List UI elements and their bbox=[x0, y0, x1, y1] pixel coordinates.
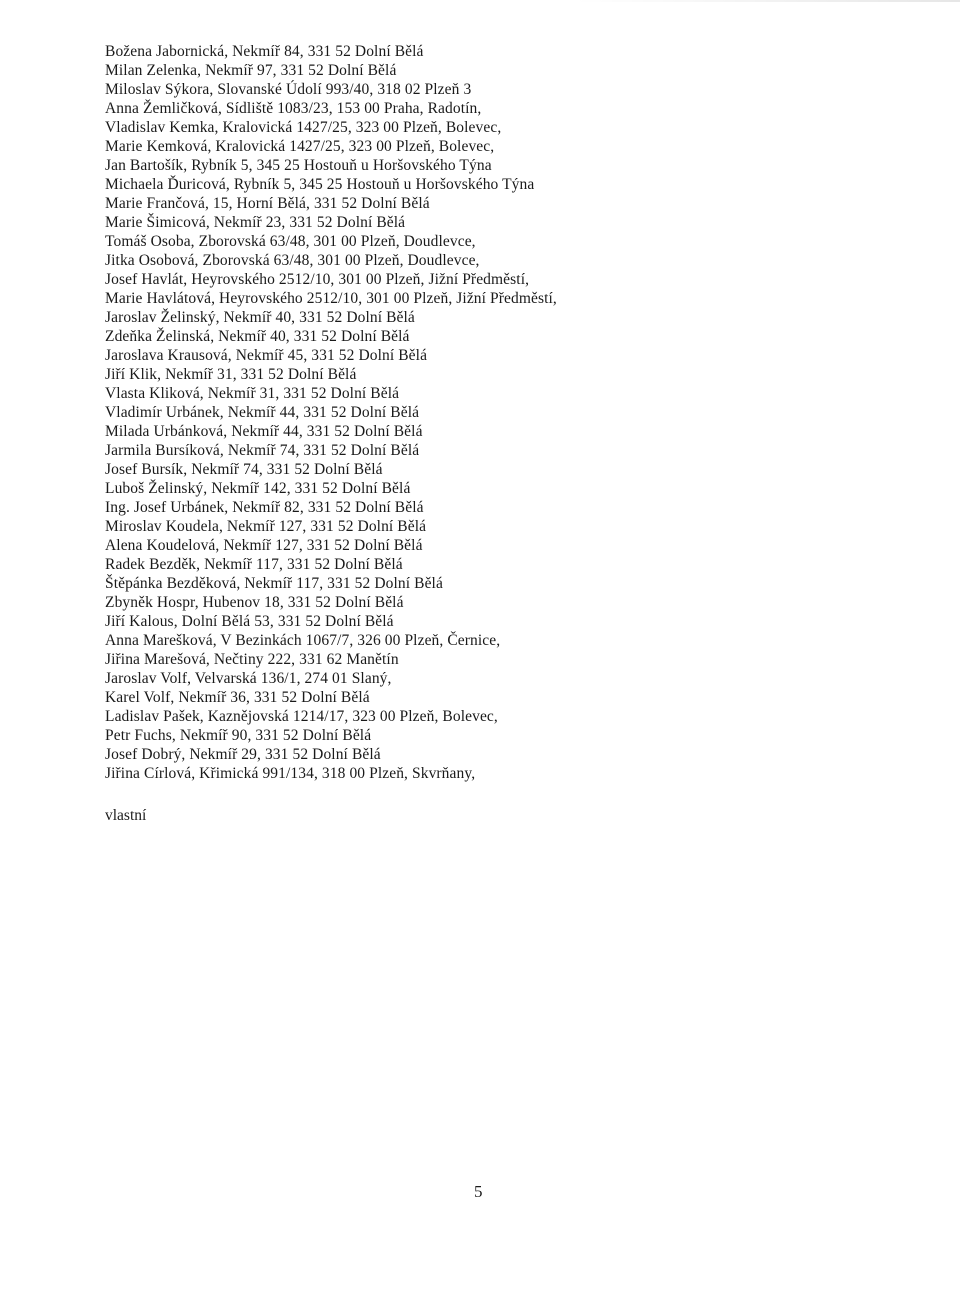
footer-word: vlastní bbox=[105, 807, 147, 824]
list-item: Marie Frančová, 15, Horní Bělá, 331 52 Dolní Bělá bbox=[105, 195, 430, 212]
page-edge bbox=[0, 0, 960, 2]
list-item: Milan Zelenka, Nekmíř 97, 331 52 Dolní Bělá bbox=[105, 62, 397, 79]
list-item: Miroslav Koudela, Nekmíř 127, 331 52 Dolní Bělá bbox=[105, 518, 427, 535]
list-item: Marie Šimicová, Nekmíř 23, 331 52 Dolní Bělá bbox=[105, 214, 406, 231]
list-item: Jan Bartošík, Rybník 5, 345 25 Hostouň u Horšovského Týna bbox=[105, 157, 492, 174]
list-item: Vladimír Urbánek, Nekmíř 44, 331 52 Dolní Bělá bbox=[105, 404, 420, 421]
list-item: Štěpánka Bezděková, Nekmíř 117, 331 52 Dolní Bělá bbox=[105, 575, 443, 592]
list-item: Luboš Želinský, Nekmíř 142, 331 52 Dolní Bělá bbox=[105, 480, 411, 497]
list-item: Marie Havlátová, Heyrovského 2512/10, 301 00 Plzeň, Jižní Předměstí, bbox=[105, 290, 557, 307]
list-item: Jiřina Marešová, Nečtiny 222, 331 62 Manětín bbox=[105, 651, 399, 668]
list-item: Marie Kemková, Kralovická 1427/25, 323 00 Plzeň, Bolevec, bbox=[105, 138, 495, 155]
list-item: Miloslav Sýkora, Slovanské Údolí 993/40, 318 02 Plzeň 3 bbox=[105, 81, 472, 98]
list-item: Ing. Josef Urbánek, Nekmíř 82, 331 52 Dolní Bělá bbox=[105, 499, 424, 516]
page-number: 5 bbox=[474, 1182, 483, 1201]
list-item: Michaela Ďuricová, Rybník 5, 345 25 Hostouň u Horšovského Týna bbox=[105, 176, 535, 193]
list-item: Jaroslav Želinský, Nekmíř 40, 331 52 Dolní Bělá bbox=[105, 309, 415, 326]
list-item: Karel Volf, Nekmíř 36, 331 52 Dolní Bělá bbox=[105, 689, 370, 706]
list-item: Jitka Osobová, Zborovská 63/48, 301 00 Plzeň, Doudlevce, bbox=[105, 252, 480, 269]
list-item: Alena Koudelová, Nekmíř 127, 331 52 Dolní Bělá bbox=[105, 537, 423, 554]
list-item: Josef Dobrý, Nekmíř 29, 331 52 Dolní Bělá bbox=[105, 746, 381, 763]
list-item: Josef Bursík, Nekmíř 74, 331 52 Dolní Bělá bbox=[105, 461, 383, 478]
list-item: Milada Urbánková, Nekmíř 44, 331 52 Dolní Bělá bbox=[105, 423, 423, 440]
list-item: Jiří Kalous, Dolní Bělá 53, 331 52 Dolní Bělá bbox=[105, 613, 394, 630]
list-item: Jiří Klik, Nekmíř 31, 331 52 Dolní Bělá bbox=[105, 366, 357, 383]
list-item: Josef Havlát, Heyrovského 2512/10, 301 00 Plzeň, Jižní Předměstí, bbox=[105, 271, 530, 288]
list-item: Zdeňka Želinská, Nekmíř 40, 331 52 Dolní Bělá bbox=[105, 328, 410, 345]
list-item: Vladislav Kemka, Kralovická 1427/25, 323 00 Plzeň, Bolevec, bbox=[105, 119, 502, 136]
list-item: Jarmila Bursíková, Nekmíř 74, 331 52 Dolní Bělá bbox=[105, 442, 420, 459]
list-item: Božena Jabornická, Nekmíř 84, 331 52 Dolní Bělá bbox=[105, 43, 424, 60]
list-item: Radek Bezděk, Nekmíř 117, 331 52 Dolní Bělá bbox=[105, 556, 403, 573]
list-item: Jiřina Círlová, Křimická 991/134, 318 00 Plzeň, Skvrňany, bbox=[105, 765, 476, 782]
list-item: Tomáš Osoba, Zborovská 63/48, 301 00 Plzeň, Doudlevce, bbox=[105, 233, 476, 250]
list-item: Anna Marešková, V Bezinkách 1067/7, 326 00 Plzeň, Černice, bbox=[105, 632, 501, 649]
list-item: Zbyněk Hospr, Hubenov 18, 331 52 Dolní Bělá bbox=[105, 594, 404, 611]
owner-list bbox=[105, 42, 925, 783]
list-item: Jaroslava Krausová, Nekmíř 45, 331 52 Dolní Bělá bbox=[105, 347, 428, 364]
list-item: Ladislav Pašek, Kaznějovská 1214/17, 323 00 Plzeň, Bolevec, bbox=[105, 708, 498, 725]
list-item: Petr Fuchs, Nekmíř 90, 331 52 Dolní Bělá bbox=[105, 727, 372, 744]
list-item: Vlasta Kliková, Nekmíř 31, 331 52 Dolní Bělá bbox=[105, 385, 400, 402]
list-item: Anna Žemličková, Sídliště 1083/23, 153 00 Praha, Radotín, bbox=[105, 100, 482, 117]
list-item: Jaroslav Volf, Velvarská 136/1, 274 01 Slaný, bbox=[105, 670, 392, 687]
